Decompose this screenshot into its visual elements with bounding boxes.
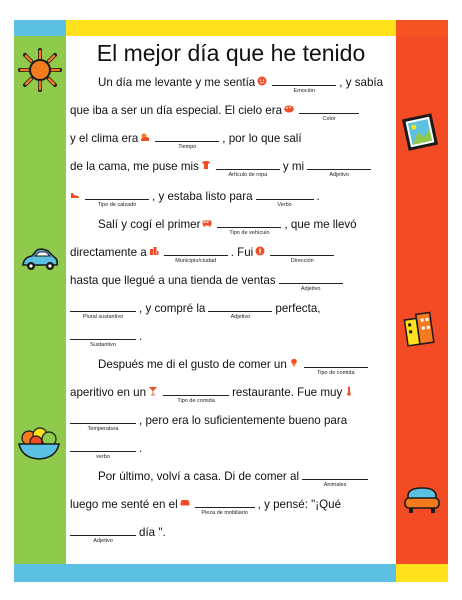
blank-hint: Adjetivo [329,172,349,178]
story-line-3 [70,128,392,150]
story-line-15 [70,466,392,488]
story-text: y el clima era [70,132,139,145]
blank-hint: Adjetivo [230,314,251,320]
story-text: , y compré la [139,302,206,315]
blank-hint: Tipo de vehículo [229,230,270,236]
bottom-band [66,564,396,582]
blank-hint: Emoción [293,88,315,94]
story-text: , por lo que salí [222,132,302,145]
blank-hint: Tipo de comida [317,370,355,376]
story-text: , pero era lo suficientemente bueno para [139,414,348,427]
blank-hint: Tipo de calzado [97,202,137,208]
blank-hint: Artículo de ropa [228,172,268,178]
top-band [66,20,396,36]
weather-icon [140,132,150,142]
story-text: que iba a ser un día especial. El cielo era [70,104,283,117]
blank-mobiliario[interactable] [195,494,255,516]
paint-palette-icon [284,104,294,114]
blank-verbo-2[interactable] [70,438,136,460]
story-text: , y sabía [339,76,384,89]
story-line-17 [70,522,392,544]
blank-comida[interactable] [304,354,368,376]
car-icon [20,246,60,276]
story-text: y mi [282,160,305,173]
blank-hint: Pieza de mobiliario [201,510,248,516]
story-line-9 [70,298,392,320]
story-text: perfecta, [275,302,321,315]
story-text: , y estaba listo para [152,190,253,203]
story-line-5 [70,186,392,208]
story-text: . [316,190,320,203]
top-left-band [14,20,66,36]
blank-calzado[interactable] [85,186,149,208]
story-text: Un día me levante y me sentía [98,76,256,89]
bottom-right-band [396,564,448,582]
blank-hint: Temperatura [87,426,119,432]
story-text: luego me senté en el [70,498,178,511]
fruit-bowl-icon [16,426,62,462]
shirt-icon [201,160,211,170]
blank-comida-2[interactable] [163,382,229,404]
bottom-left-band [14,564,66,582]
blank-hint: Sustantivo [90,342,116,348]
blank-hint: Adjetivo [300,286,321,292]
blank-hint: Adjetivo [93,538,113,544]
blank-animales[interactable] [302,466,368,488]
story-line-11 [70,354,392,376]
blank-plural[interactable] [70,298,136,320]
blank-adjetivo-3[interactable] [208,298,272,320]
story-text: , y pensé: "¡Qué [257,498,342,511]
sun-icon [18,48,62,92]
page-title: El mejor día que he tenido [96,40,366,66]
story-line-16 [70,494,392,516]
blank-hint: Verbo [277,202,292,208]
story-text: Después me di el gusto de comer un [98,358,287,371]
story-text: , que me llevó [284,218,357,231]
story-line-14 [70,438,392,460]
blank-adjetivo[interactable] [307,156,371,178]
blank-hint: Tiempo [178,144,197,150]
story-text: . [139,330,143,343]
story-text: día ". [139,526,166,539]
city-icon [149,246,159,256]
story-line-2 [70,100,392,122]
blank-hint: Plural sustantivo [82,314,124,320]
story-line-7 [70,242,392,264]
left-green-column [14,36,66,564]
smiley-icon [257,76,267,86]
story-text: . Fui [230,246,254,259]
blank-direccion[interactable] [270,242,334,264]
compass-icon [255,246,265,256]
blank-hint: Color [322,116,336,122]
story-text: . [139,442,143,455]
blank-emocion[interactable] [272,72,336,94]
sofa-icon [402,484,442,518]
story-text: directamente a [70,246,147,259]
cocktail-icon [148,386,158,396]
story-line-1 [70,72,392,94]
picture-frame-icon [400,112,440,152]
story-line-12 [70,382,392,404]
blank-tiempo[interactable] [155,128,219,150]
story-text: restaurante. Fue muy [232,386,343,399]
story-line-8 [70,270,392,292]
thermometer-icon [344,386,354,396]
blank-hint: Municipio/ciudad [175,258,217,264]
blank-temperatura[interactable] [70,410,136,432]
blank-adjetivo-4[interactable] [70,522,136,544]
ice-cream-icon [289,358,299,368]
bus-icon [202,218,212,228]
story-line-13 [70,410,392,432]
blank-hint: Tipo de comida [177,398,215,404]
story-text: hasta que llegué a una tienda de ventas [70,274,276,287]
blank-hint: Animales [323,482,347,488]
story-text: Por último, volví a casa. Di de comer al [98,470,300,483]
blank-hint: Dirección [290,258,314,264]
top-right-band [396,20,448,36]
blank-color[interactable] [299,100,359,122]
story-text: Salí y cogí el primer [98,218,201,231]
shoe-icon [70,190,80,200]
story-line-10 [70,326,392,348]
blank-adjetivo-2[interactable] [279,270,343,292]
story-line-4 [70,156,392,178]
blank-sustantivo[interactable] [70,326,136,348]
blank-ropa[interactable] [216,156,280,178]
blank-verbo[interactable] [256,186,314,208]
couch-icon [180,498,190,508]
story-text: de la cama, me puse mis [70,160,199,173]
blank-hint: verbo [96,454,110,460]
story-text: aperitivo en un [70,386,147,399]
story-line-6 [70,214,392,236]
blank-municipio[interactable] [164,242,228,264]
building-icon [400,310,440,350]
blank-vehiculo[interactable] [217,214,281,236]
